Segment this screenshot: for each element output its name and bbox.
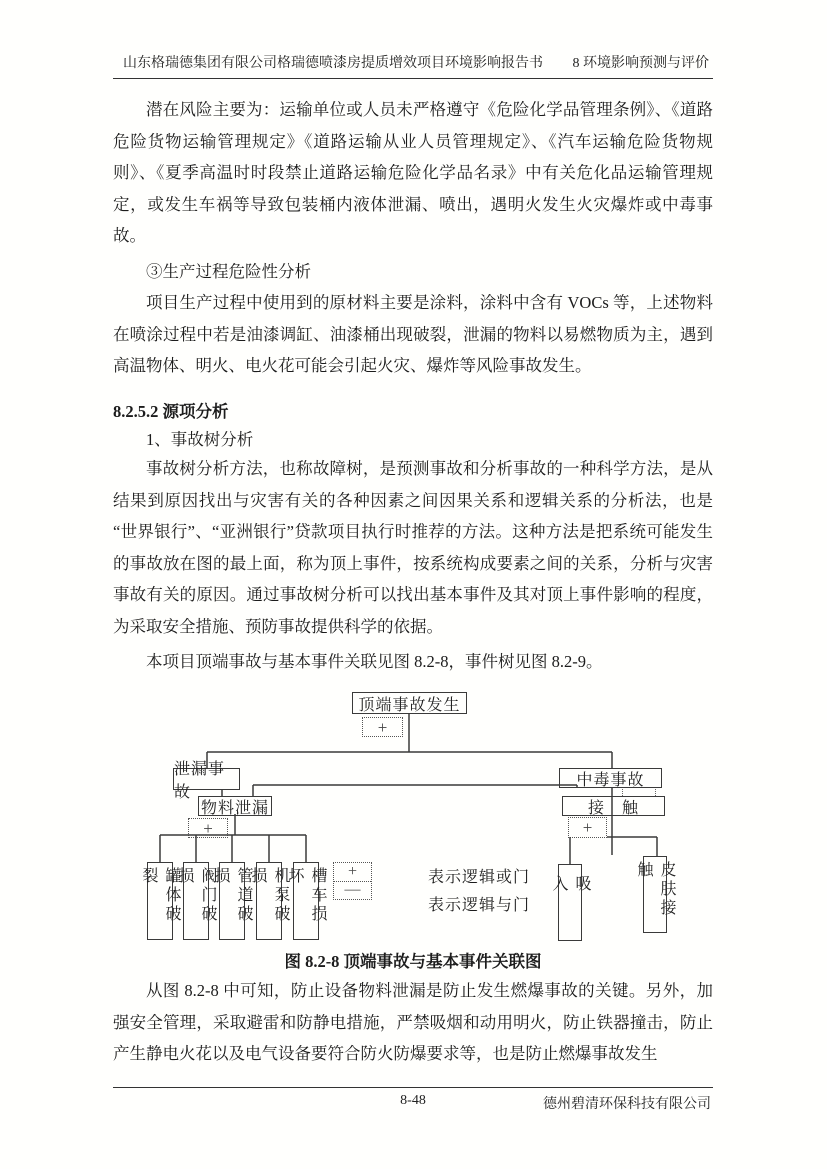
leaf-pipe-damage: 管道破损 — [219, 862, 245, 940]
header-report-title: 山东格瑞德集团有限公司格瑞德喷漆房提质增效项目环境影响报告书 — [123, 56, 543, 71]
section-heading: 8.2.5.2 源项分析 — [113, 402, 229, 421]
footer-page-number: 8-48 — [400, 1093, 426, 1108]
node-material-leak: 物料泄漏 — [198, 796, 272, 816]
legend-or-gate-icon: + — [347, 862, 358, 880]
node-contact: 接 触 — [562, 796, 665, 816]
legend-and-label: 表示逻辑与门 — [428, 897, 531, 914]
figure-caption: 图 8.2-8 顶端事故与基本事件关联图 — [284, 952, 542, 971]
footer-company-name: 德州碧清环保科技有限公司 — [543, 1097, 711, 1112]
or-gate-contact-icon: + — [568, 817, 607, 838]
sub-heading-fault-tree: 1、事故树分析 — [146, 430, 254, 449]
paragraph-figure-reference: 本项目顶端事故与基本事件关联见图 8.2-8，事件树见图 8.2-9。 — [146, 652, 603, 671]
paragraph-process-hazard-title: ③生产过程危险性分析 — [146, 262, 311, 281]
leaf-skin-contact: 皮肤接触 — [643, 856, 667, 933]
paragraph-fault-tree-method: 事故树分析方法，也称故障树，是预测事故和分析事故的一种科学方法，是从结果到原因找出与灾害有关的各种因素之间因果关系和逻辑关系的分析法，也是“世界银行”、“亚洲银行”贷款项目执行时推荐的方法。这种方法是把系统可能发生的事故放在图的最上面，称为顶上事件，按系统构成要素之间的关系，分析与灾害事故有关的原因。通过事故树分析可以找出基本事件及其对顶上事件影响的程度，为采取安全措施、预防事故提供科学的依据。 — [113, 459, 713, 636]
paragraph-transport-risk: 潜在风险主要为：运输单位或人员未严格遵守《危险化学品管理条例》、《道路危险货物运输管理规定》《道路运输从业人员管理规定》、《汽车运输危险货物规则》、《夏季高温时时段禁止道路运输危险化学品名录》中有关危化品运输管理规定，或发生车祸等导致包装桶内液体泄漏、喷出，遇明火发生火灾爆炸或中毒事故。 — [113, 100, 713, 245]
footer-rule — [113, 1087, 713, 1088]
or-gate-material-leak-icon: + — [188, 818, 228, 838]
leaf-tanker-damage: 槽车损坏 — [293, 862, 319, 940]
page-header — [113, 52, 713, 79]
leaf-inhalation: 吸入 — [558, 864, 582, 941]
leaf-pump-damage: 机泵破损 — [256, 862, 282, 940]
header-chapter-title: 8 环境影响预测与评价 — [572, 56, 709, 71]
node-poison-accident: 中毒事故 — [559, 768, 662, 788]
legend-or-label: 表示逻辑或门 — [428, 869, 531, 886]
node-top-event: 顶端事故发生 — [352, 692, 467, 714]
paragraph-conclusion: 从图 8.2-8 中可知，防止设备物料泄漏是防止发生燃爆事故的关键。另外，加强安全管理，采取避雷和防静电措施，严禁吸烟和动用明火，防止铁器撞击，防止产生静电火花以及电气设备要符合防火防爆要求等，也是防止燃爆事故发生 — [113, 981, 713, 1063]
fault-tree-connectors — [113, 690, 713, 946]
legend-and-gate-icon: — — [334, 881, 371, 900]
leaf-tank-rupture: 罐体破裂 — [147, 862, 173, 940]
fault-tree-figure — [113, 690, 713, 946]
or-gate-top-icon: + — [362, 717, 403, 737]
paragraph-process-hazard: 项目生产过程中使用到的原材料主要是涂料，涂料中含有 VOCs 等，上述物料在喷涂过程中若是油漆调缸、油漆桶出现破裂，泄漏的物料以易燃物质为主，遇到高温物体、明火、电火花可能会引起火灾、爆炸等风险事故发生。 — [113, 293, 713, 375]
leaf-valve-damage: 阀门破损 — [183, 862, 209, 940]
node-leak-accident: 泄漏事故 — [173, 768, 240, 790]
